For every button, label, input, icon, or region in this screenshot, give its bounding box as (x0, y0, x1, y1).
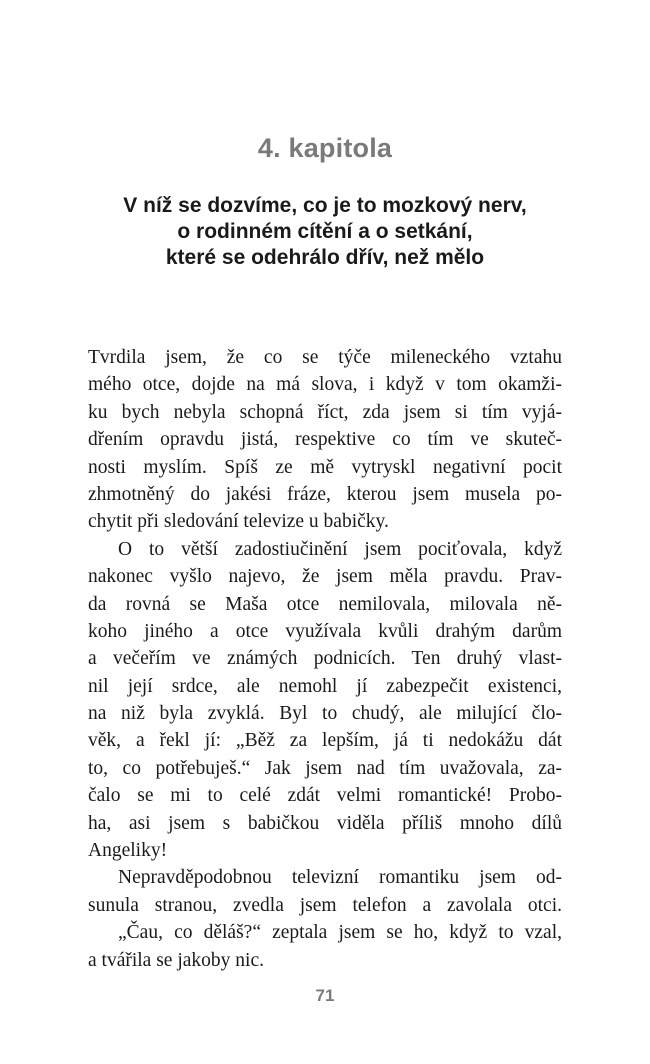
text-line: ha, asi jsem s babičkou viděla příliš mnoho dílů (88, 812, 562, 834)
page-number: 71 (315, 986, 335, 1005)
text-line: nosti myslím. Spíš ze mě vytryskl negativní pocit (88, 456, 562, 478)
text-line: a večeřím ve známých podnicích. Ten druhý vlast- (88, 648, 562, 670)
chapter-subtitle-line: které se odehrálo dřív, než mělo (165, 246, 485, 269)
text-line: věk, a řekl jí: „Běž za lepším, já ti nedokážu dát (88, 730, 562, 752)
text-line: da rovná se Maša otce nemilovala, milovala ně- (88, 593, 562, 615)
text-line: a tvářila se jakoby nic. (88, 949, 264, 971)
chapter-subtitle-line: V níž se dozvíme, co je to mozkový nerv, (123, 194, 527, 217)
text-line: nil její srdce, ale nemohl jí zabezpečit existenci, (88, 675, 562, 697)
chapter-subtitle (0, 193, 650, 271)
text-line: dřením opravdu jistá, respektive co tím ve skuteč- (88, 429, 562, 451)
text-line: Tvrdila jsem, že co se týče mileneckého vztahu (88, 347, 562, 368)
text-line: „Čau, co děláš?“ zeptala jsem se ho, když to vzal, (118, 922, 562, 944)
body-text (88, 344, 562, 974)
text-line: na niž byla zvyklá. Byl to chudý, ale milující člo- (88, 703, 562, 725)
text-line: chytit při sledování televize u babičky. (88, 511, 389, 533)
text-line: Nepravděpodobnou televizní romantiku jsem od- (118, 867, 562, 889)
text-line: koho jiného a otce využívala kvůli drahým darům (88, 620, 562, 642)
chapter-subtitle-line: o rodinném cítění a o setkání, (177, 220, 473, 243)
text-line: O to větší zadostiučinění jsem pociťovala, když (118, 538, 562, 560)
text-line: to, co potřebuješ.“ Jak jsem nad tím uvažovala, za- (88, 757, 562, 779)
text-line: zhmotněný do jakési fráze, kterou jsem musela po- (88, 483, 562, 505)
text-line: Angeliky! (88, 840, 168, 862)
text-line: mého otce, dojde na má slova, i když v tom okamži- (88, 374, 562, 396)
text-line: ku bych nebyla schopná říct, zda jsem si tím vyjá- (88, 401, 562, 423)
chapter-number: 4. kapitola (257, 133, 393, 163)
text-line: sunula stranou, zvedla jsem telefon a zavolala otci. (88, 894, 562, 916)
text-line: nakonec vyšlo najevo, že jsem měla pravdu. Prav- (88, 566, 562, 588)
text-line: čalo se mi to celé zdát velmi romantické! Probo- (88, 785, 562, 807)
